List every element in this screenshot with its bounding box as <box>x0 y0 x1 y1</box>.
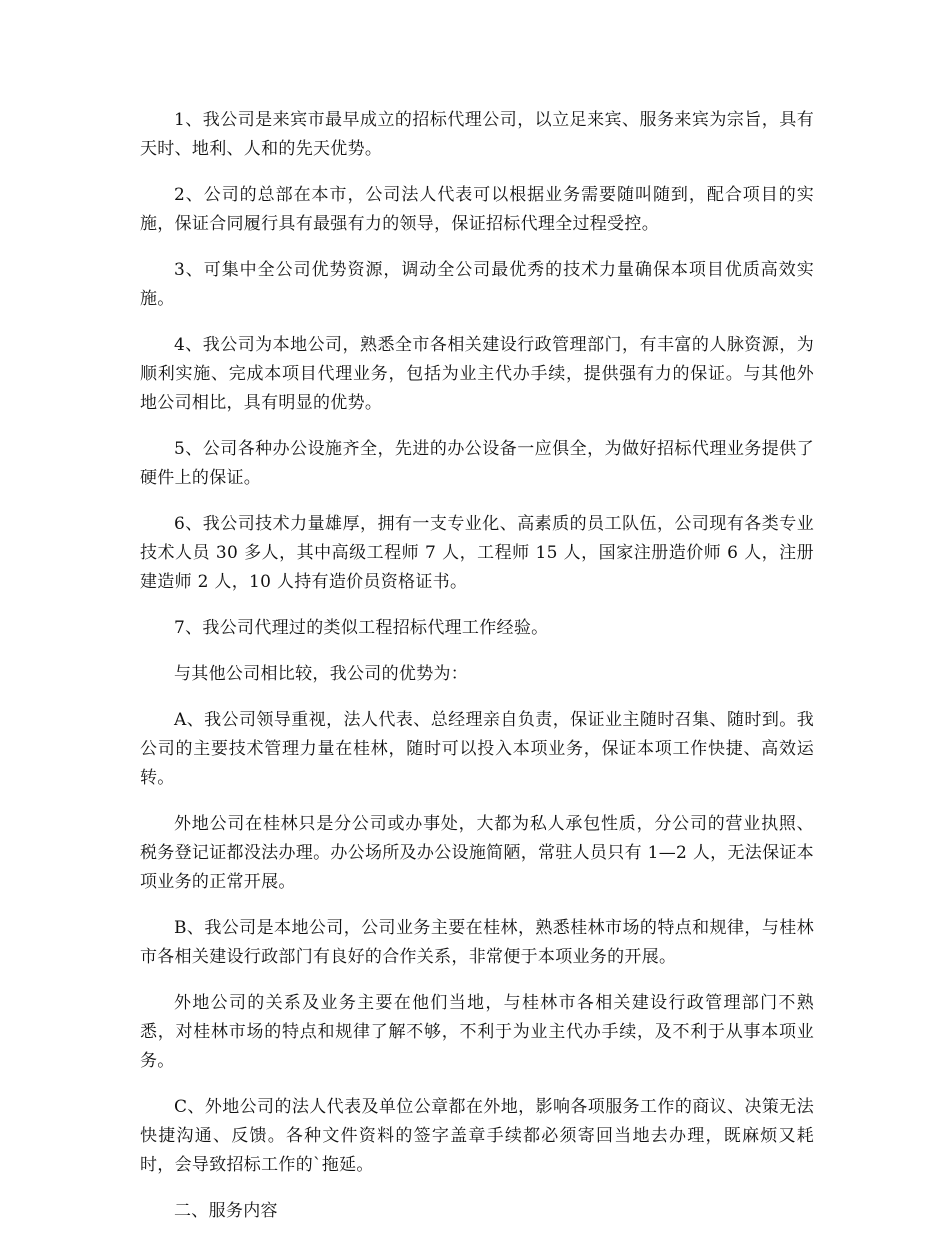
paragraph-advantage-4: 4、我公司为本地公司，熟悉全市各相关建设行政管理部门，有丰富的人脉资源，为顺利实施、完成本项目代理业务，包括为业主代办手续，提供强有力的保证。与其他外地公司相比，具有明显的优势。 <box>140 335 814 413</box>
paragraph-point-c: C、外地公司的法人代表及单位公章都在外地，影响各项服务工作的商议、决策无法快捷沟通、反馈。各种文件资料的签字盖章手续都必须寄回当地去办理，既麻烦又耗时，会导致招标工作的`拖延。 <box>140 1097 814 1175</box>
paragraph-point-b: B、我公司是本地公司，公司业务主要在桂林，熟悉桂林市场的特点和规律，与桂林市各相关建设行政部门有良好的合作关系，非常便于本项业务的开展。 <box>140 918 814 967</box>
paragraph-advantage-2: 2、公司的总部在本市，公司法人代表可以根据业务需要随叫随到，配合项目的实施，保证合同履行具有最强有力的领导，保证招标代理全过程受控。 <box>140 185 814 234</box>
paragraph-point-b-contrast: 外地公司的关系及业务主要在他们当地，与桂林市各相关建设行政管理部门不熟悉，对桂林市场的特点和规律了解不够，不利于为业主代办手续，及不利于从事本项业务。 <box>140 993 814 1071</box>
paragraph-advantage-5: 5、公司各种办公设施齐全，先进的办公设备一应俱全，为做好招标代理业务提供了硬件上的保证。 <box>140 439 814 488</box>
paragraph-comparison-intro: 与其他公司相比较，我公司的优势为： <box>174 664 469 684</box>
section-heading-service-content: 二、服务内容 <box>174 1201 278 1221</box>
paragraph-advantage-1: 1、我公司是来宾市最早成立的招标代理公司，以立足来宾、服务来宾为宗旨，具有天时、地利、人和的先天优势。 <box>140 110 814 159</box>
paragraph-advantage-7: 7、我公司代理过的类似工程招标代理工作经验。 <box>174 618 549 638</box>
paragraph-point-a-contrast: 外地公司在桂林只是分公司或办事处，大都为私人承包性质，分公司的营业执照、税务登记证都没法办理。办公场所及办公设施简陋，常驻人员只有 1—2 人，无法保证本项业务的正常开展。 <box>140 814 814 892</box>
paragraph-advantage-3: 3、可集中全公司优势资源，调动全公司最优秀的技术力量确保本项目优质高效实施。 <box>140 260 814 309</box>
paragraph-advantage-6: 6、我公司技术力量雄厚，拥有一支专业化、高素质的员工队伍，公司现有各类专业技术人员 30 多人，其中高级工程师 7 人，工程师 15 人，国家注册造价师 6 人，注册建造师 2 人，10 人持有造价员资格证书。 <box>140 514 814 592</box>
document-page <box>140 106 814 1243</box>
paragraph-point-a: A、我公司领导重视，法人代表、总经理亲自负责，保证业主随时召集、随时到。我公司的主要技术管理力量在桂林，随时可以投入本项业务，保证本项工作快捷、高效运转。 <box>140 710 814 788</box>
